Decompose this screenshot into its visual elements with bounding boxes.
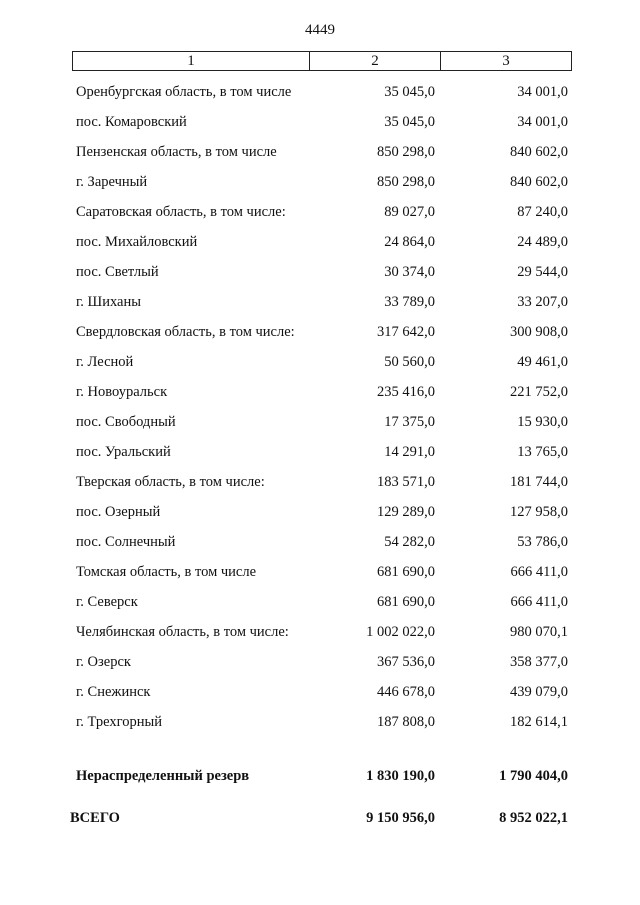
table-header (72, 51, 572, 71)
row-name: Саратовская область, в том числе: (76, 204, 286, 220)
row-value-3: 358 377,0 (510, 654, 568, 670)
row-value-3: 29 544,0 (517, 264, 568, 280)
row-value-3: 34 001,0 (517, 84, 568, 100)
row-value-2: 14 291,0 (384, 444, 435, 460)
table-row (0, 228, 640, 258)
row-value-2: 681 690,0 (377, 594, 435, 610)
row-value-2: 24 864,0 (384, 234, 435, 250)
total-value-3: 8 952 022,1 (499, 810, 568, 826)
header-col-2: 2 (310, 52, 441, 70)
row-value-3: 439 079,0 (510, 684, 568, 700)
table-row (0, 528, 640, 558)
table-row (0, 288, 640, 318)
row-name: пос. Озерный (76, 504, 161, 520)
row-value-2: 35 045,0 (384, 114, 435, 130)
row-value-3: 49 461,0 (517, 354, 568, 370)
row-value-3: 33 207,0 (517, 294, 568, 310)
table-row (0, 648, 640, 678)
table-row (0, 78, 640, 108)
table-row (0, 318, 640, 348)
table-row (0, 558, 640, 588)
table-row (0, 588, 640, 618)
total-label: ВСЕГО (70, 810, 120, 826)
table-row (0, 108, 640, 138)
row-name: пос. Уральский (76, 444, 171, 460)
reserve-row (0, 768, 640, 792)
row-value-2: 54 282,0 (384, 534, 435, 550)
table-row (0, 708, 640, 738)
row-value-2: 30 374,0 (384, 264, 435, 280)
row-name: пос. Михайловский (76, 234, 198, 250)
page-number: 4449 (305, 22, 335, 38)
row-name: Пензенская область, в том числе (76, 144, 277, 160)
row-value-3: 840 602,0 (510, 144, 568, 160)
row-name: г. Шиханы (76, 294, 141, 310)
row-value-3: 24 489,0 (517, 234, 568, 250)
row-value-2: 129 289,0 (377, 504, 435, 520)
row-name: г. Северск (76, 594, 138, 610)
table-row (0, 168, 640, 198)
row-value-2: 850 298,0 (377, 174, 435, 190)
row-value-3: 182 614,1 (510, 714, 568, 730)
row-name: г. Новоуральск (76, 384, 168, 400)
table-row (0, 438, 640, 468)
table-row (0, 498, 640, 528)
row-value-3: 980 070,1 (510, 624, 568, 640)
row-name: Томская область, в том числе (76, 564, 257, 580)
header-col-1: 1 (73, 52, 310, 70)
row-value-3: 181 744,0 (510, 474, 568, 490)
row-value-2: 187 808,0 (377, 714, 435, 730)
row-value-2: 33 789,0 (384, 294, 435, 310)
reserve-value-3: 1 790 404,0 (499, 768, 568, 784)
row-name: пос. Свободный (76, 414, 176, 430)
row-name: г. Лесной (76, 354, 134, 370)
row-value-3: 666 411,0 (510, 564, 568, 580)
table-row (0, 348, 640, 378)
total-row (0, 810, 640, 834)
row-value-2: 35 045,0 (384, 84, 435, 100)
table-row (0, 138, 640, 168)
row-value-3: 15 930,0 (517, 414, 568, 430)
row-value-2: 850 298,0 (377, 144, 435, 160)
row-value-2: 446 678,0 (377, 684, 435, 700)
row-value-2: 183 571,0 (377, 474, 435, 490)
row-value-2: 235 416,0 (377, 384, 435, 400)
row-name: Челябинская область, в том числе: (76, 624, 289, 640)
row-value-3: 221 752,0 (510, 384, 568, 400)
table-row (0, 408, 640, 438)
reserve-value-2: 1 830 190,0 (366, 768, 435, 784)
row-value-3: 13 765,0 (517, 444, 568, 460)
table-row (0, 618, 640, 648)
row-value-2: 1 002 022,0 (366, 624, 435, 640)
row-name: Свердловская область, в том числе: (76, 324, 295, 340)
row-name: пос. Солнечный (76, 534, 176, 550)
header-col-3: 3 (502, 52, 510, 69)
table-row (0, 198, 640, 228)
row-name: г. Трехгорный (76, 714, 162, 730)
row-value-3: 34 001,0 (517, 114, 568, 130)
row-value-2: 89 027,0 (384, 204, 435, 220)
table-row (0, 468, 640, 498)
row-value-3: 666 411,0 (510, 594, 568, 610)
row-name: пос. Светлый (76, 264, 159, 280)
row-value-3: 840 602,0 (510, 174, 568, 190)
row-name: Тверская область, в том числе: (76, 474, 265, 490)
row-value-2: 317 642,0 (377, 324, 435, 340)
row-value-3: 300 908,0 (510, 324, 568, 340)
row-name: г. Снежинск (76, 684, 151, 700)
row-value-2: 367 536,0 (377, 654, 435, 670)
table-row (0, 678, 640, 708)
table-body (0, 78, 640, 738)
row-name: г. Заречный (76, 174, 148, 190)
total-value-2: 9 150 956,0 (366, 810, 435, 826)
row-value-2: 17 375,0 (384, 414, 435, 430)
row-name: Оренбургская область, в том числе (76, 84, 292, 100)
row-name: пос. Комаровский (76, 114, 187, 130)
row-value-3: 53 786,0 (517, 534, 568, 550)
row-value-2: 681 690,0 (377, 564, 435, 580)
table-row (0, 258, 640, 288)
table-row (0, 378, 640, 408)
row-value-3: 87 240,0 (517, 204, 568, 220)
row-value-2: 50 560,0 (384, 354, 435, 370)
row-name: г. Озерск (76, 654, 131, 670)
row-value-3: 127 958,0 (510, 504, 568, 520)
reserve-label: Нераспределенный резерв (76, 768, 250, 784)
